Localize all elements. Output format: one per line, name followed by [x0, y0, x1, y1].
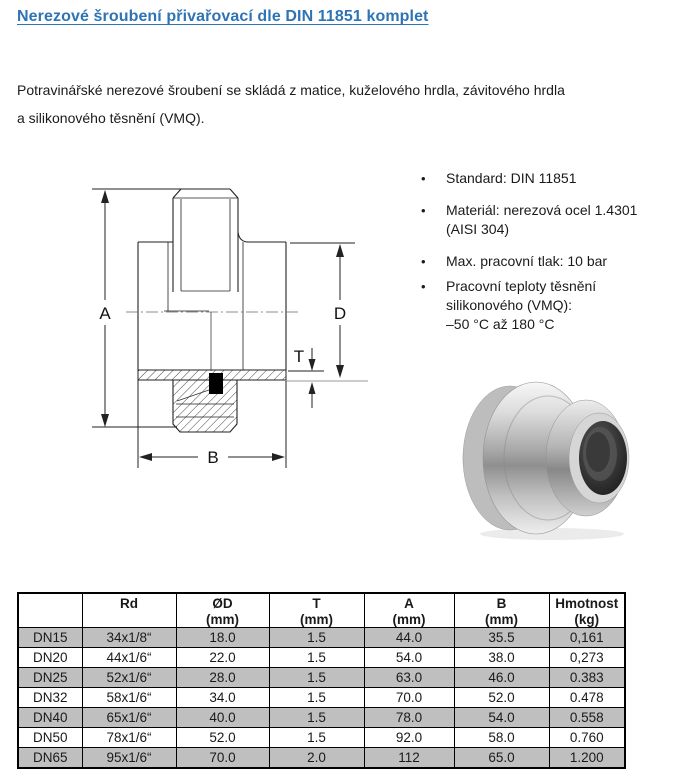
- product-photo: [452, 374, 662, 546]
- table-cell: 0.478: [549, 688, 625, 708]
- table-cell: 0.558: [549, 708, 625, 728]
- table-header-cell: T (mm): [269, 593, 364, 628]
- table-cell: 95x1/6“: [82, 748, 176, 769]
- technical-drawing: [85, 180, 370, 480]
- spec-item: [421, 201, 681, 239]
- intro-paragraph: [17, 76, 565, 132]
- table-cell: 18.0: [176, 628, 269, 648]
- dimension-label-t: T: [293, 347, 305, 366]
- table-cell: 44x1/6“: [82, 648, 176, 668]
- table-cell: 65.0: [454, 748, 549, 769]
- table-cell: 44.0: [364, 628, 454, 648]
- table-header-cell: [18, 593, 82, 628]
- spec-line: Materiál: nerezová ocel 1.4301: [446, 202, 638, 218]
- table-row: [18, 688, 625, 708]
- table-header-row: [18, 593, 625, 628]
- table-cell: 112: [364, 748, 454, 769]
- spec-item: [421, 277, 681, 334]
- table-cell: 35.5: [454, 628, 549, 648]
- table-row: [18, 748, 625, 769]
- table-cell: 65x1/6“: [82, 708, 176, 728]
- table-cell: DN20: [18, 648, 82, 668]
- fitting-outline: [92, 189, 286, 371]
- table-cell: 38.0: [454, 648, 549, 668]
- table-header-cell: Hmotnost (kg): [549, 593, 625, 628]
- table-cell: 54.0: [364, 648, 454, 668]
- table-cell: 0.760: [549, 728, 625, 748]
- dimensions-table: [17, 592, 626, 769]
- table-header-cell: ØD (mm): [176, 593, 269, 628]
- nut-section: [173, 380, 237, 432]
- spec-line: silikonového (VMQ):: [446, 297, 573, 313]
- table-cell: DN25: [18, 668, 82, 688]
- table-cell: 28.0: [176, 668, 269, 688]
- table-cell: 1.5: [269, 688, 364, 708]
- spec-item: [421, 169, 681, 188]
- table-cell: 78x1/6“: [82, 728, 176, 748]
- table-cell: DN65: [18, 748, 82, 769]
- dimension-label-b: B: [207, 448, 219, 467]
- table-cell: DN15: [18, 628, 82, 648]
- table-cell: 22.0: [176, 648, 269, 668]
- table-cell: 63.0: [364, 668, 454, 688]
- table-cell: 54.0: [454, 708, 549, 728]
- seal-marker: [209, 373, 223, 394]
- dimension-label-d: D: [333, 304, 347, 323]
- spec-line: Max. pracovní tlak: 10 bar: [446, 253, 608, 269]
- table-cell: 0.383: [549, 668, 625, 688]
- table-cell: 0,273: [549, 648, 625, 668]
- table-cell: 1.5: [269, 708, 364, 728]
- spec-line: –50 °C až 180 °C: [446, 316, 555, 332]
- table-cell: 2.0: [269, 748, 364, 769]
- dimension-label-a: A: [99, 304, 111, 323]
- table-cell: 1.5: [269, 668, 364, 688]
- table-cell: 92.0: [364, 728, 454, 748]
- table-row: [18, 648, 625, 668]
- bullet-icon: •: [421, 254, 426, 269]
- table-cell: 70.0: [176, 748, 269, 769]
- table-cell: 1.5: [269, 648, 364, 668]
- table-cell: DN50: [18, 728, 82, 748]
- intro-line: a silikonového těsnění (VMQ).: [17, 110, 205, 126]
- table-cell: 34.0: [176, 688, 269, 708]
- table-row: [18, 668, 625, 688]
- spec-line: Standard: DIN 11851: [446, 170, 577, 186]
- table-row: [18, 708, 625, 728]
- table-header-cell: A (mm): [364, 593, 454, 628]
- table-cell: 0,161: [549, 628, 625, 648]
- page-title: Nerezové šroubení přivařovací dle DIN 11851 komplet: [17, 8, 429, 25]
- table-cell: 52x1/6“: [82, 668, 176, 688]
- bore-depth: [586, 432, 610, 472]
- table-row: [18, 728, 625, 748]
- intro-line: Potravinářské nerezové šroubení se skládá z matice, kuželového hrdla, závitového hrdla: [17, 82, 565, 98]
- table-cell: DN40: [18, 708, 82, 728]
- spec-line: (AISI 304): [446, 221, 510, 237]
- table-cell: 78.0: [364, 708, 454, 728]
- table-header-cell: Rd: [82, 593, 176, 628]
- table-header-cell: B (mm): [454, 593, 549, 628]
- spec-list: [421, 169, 681, 347]
- bullet-icon: •: [421, 279, 426, 294]
- table-row: [18, 628, 625, 648]
- table-cell: 70.0: [364, 688, 454, 708]
- table-cell: 34x1/8“: [82, 628, 176, 648]
- table-cell: 40.0: [176, 708, 269, 728]
- bullet-icon: •: [421, 171, 426, 186]
- table-cell: 52.0: [176, 728, 269, 748]
- table-cell: 58.0: [454, 728, 549, 748]
- table-cell: 1.5: [269, 728, 364, 748]
- spec-line: Pracovní teploty těsnění: [446, 278, 597, 294]
- bullet-icon: •: [421, 203, 426, 218]
- spec-item: [421, 252, 681, 271]
- table-cell: 1.200: [549, 748, 625, 769]
- table-cell: 1.5: [269, 628, 364, 648]
- table-cell: 46.0: [454, 668, 549, 688]
- table-cell: DN32: [18, 688, 82, 708]
- table-cell: 58x1/6“: [82, 688, 176, 708]
- table-cell: 52.0: [454, 688, 549, 708]
